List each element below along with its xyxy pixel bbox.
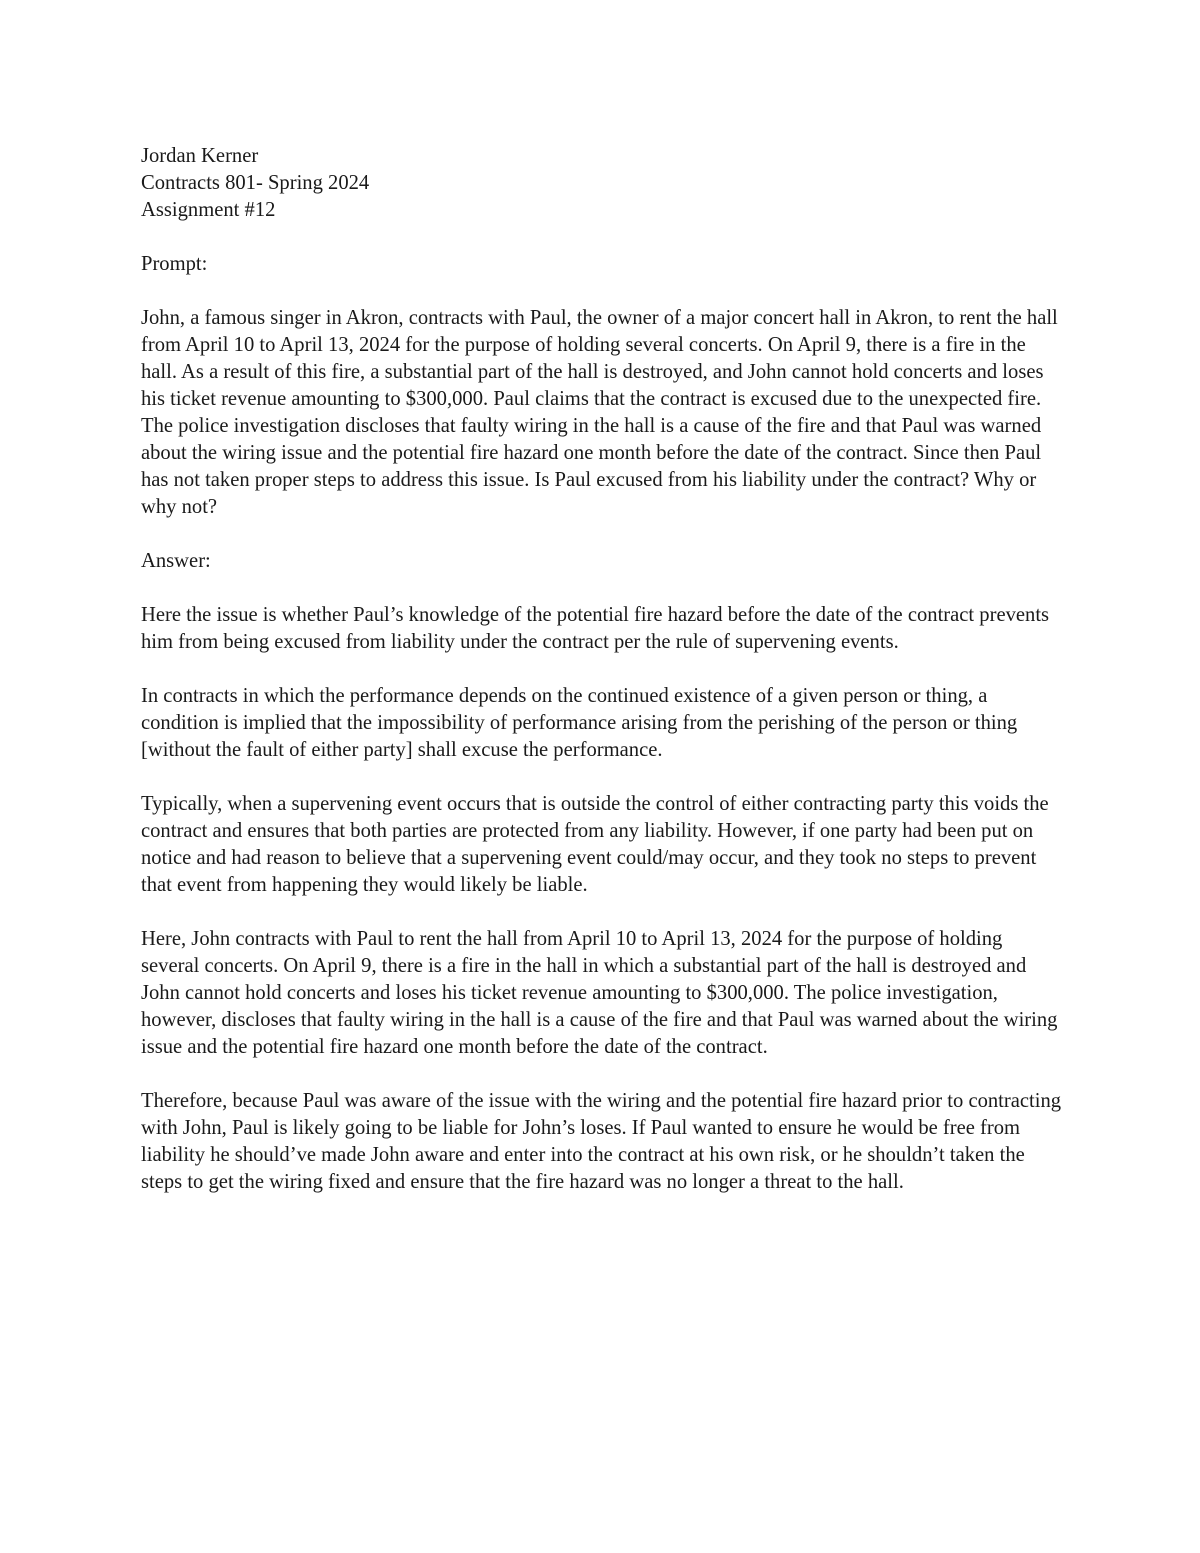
spacer: [141, 278, 1065, 305]
prompt-text: John, a famous singer in Akron, contracts with Paul, the owner of a major concert hall in Akron, to rent the hall from April 10 to April 13, 2024 for the purpose of holding several concerts. On April 9, there is a fire in the hall. As a result of this fire, a substantial part of the hall is destroyed, and John cannot hold concerts and loses his ticket revenue amounting to $300,000. Paul claims that the contract is excused due to the unexpected fire. The police investigation discloses that faulty wiring in the hall is a cause of the fire and that Paul was warned about the wiring issue and the potential fire hazard one month before the date of the contract. Since then Paul has not taken proper steps to address this issue. Is Paul excused from his liability under the contract? Why or why not?: [141, 307, 1058, 518]
spacer: [141, 1061, 1065, 1088]
spacer: [141, 224, 1065, 251]
answer-paragraph-conclusion: Therefore, because Paul was aware of the issue with the wiring and the potential fire hazard prior to contracting with John, Paul is likely going to be liable for John’s loses. If Paul wanted to ensure he would be free from liability he should’ve made John aware and enter into the contract at his own risk, or he shouldn’t taken the steps to get the wiring fixed and ensure that the fire hazard was no longer a threat to the hall.: [141, 1090, 1062, 1193]
document-body: [141, 143, 1065, 1196]
answer-paragraph-issue: Here the issue is whether Paul’s knowledge of the potential fire hazard before the date of the contract prevents him from being excused from liability under the contract per the rule of supervening events.: [141, 604, 1050, 653]
spacer: [141, 575, 1065, 602]
assignment-number: Assignment #12: [141, 199, 276, 221]
spacer: [141, 899, 1065, 926]
answer-label: Answer:: [141, 550, 211, 572]
spacer: [141, 656, 1065, 683]
header-block: [141, 143, 1065, 224]
spacer: [141, 521, 1065, 548]
answer-paragraph-explanation: Typically, when a supervening event occurs that is outside the control of either contracting party this voids the contract and ensures that both parties are protected from any liability. However, if one party had been put on notice and had reason to believe that a supervening event could/may occur, and they took no steps to prevent that event from happening they would likely be liable.: [141, 793, 1049, 896]
course-title: Contracts 801- Spring 2024: [141, 172, 370, 194]
answer-paragraph-application: Here, John contracts with Paul to rent the hall from April 10 to April 13, 2024 for the purpose of holding several concerts. On April 9, there is a fire in the hall in which a substantial part of the hall is destroyed and John cannot hold concerts and loses his ticket revenue amounting to $300,000. The police investigation, however, discloses that faulty wiring in the hall is a cause of the fire and that Paul was warned about the wiring issue and the potential fire hazard one month before the date of the contract.: [141, 928, 1058, 1058]
answer-paragraph-rule: In contracts in which the performance depends on the continued existence of a given person or thing, a condition is implied that the impossibility of performance arising from the perishing of the person or thing [without the fault of either party] shall excuse the performance.: [141, 685, 1018, 761]
prompt-label: Prompt:: [141, 253, 208, 275]
spacer: [141, 764, 1065, 791]
author-name: Jordan Kerner: [141, 145, 259, 167]
